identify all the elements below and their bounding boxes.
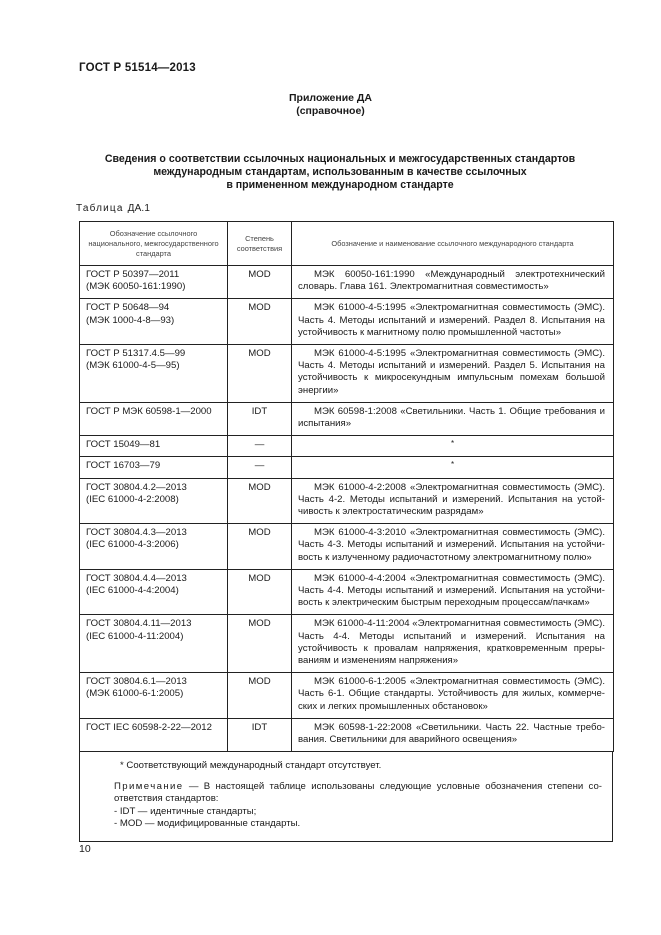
- note-body: — В настоящей таблице использованы следующие условные обозначения степени соответствия стандартов:: [114, 780, 602, 805]
- national-standard-cell: [80, 524, 228, 570]
- note-item-mod: - MOD — модифицированные стандарты.: [114, 818, 301, 830]
- degree-cell: IDT: [228, 402, 292, 435]
- table-row: [80, 402, 614, 435]
- degree-cell: —: [228, 457, 292, 478]
- international-standard-cell: МЭК 60598-1:2008 «Светильники. Часть 1. Общие требования и испытания»: [292, 402, 614, 435]
- page-number: 10: [79, 843, 91, 855]
- international-standard-cell: МЭК 60050-161:1990 «Международный электротехнический словарь. Глава 161. Электромагнитная совместимость»: [292, 266, 614, 299]
- national-standard-line: (IEC 61000-4-4:2004): [86, 585, 179, 597]
- degree-cell: IDT: [228, 718, 292, 751]
- international-standard-cell: МЭК 61000-4-5:1995 «Электромагнитная совместимость (ЭМС). Часть 4. Методы испытаний и измерений. Раздел 5. Испытания на устойчивость к микросекундным импульсным помехам большой энергии»: [292, 345, 614, 403]
- international-standard-cell: *: [292, 457, 614, 478]
- national-standard-line: ГОСТ 15049—81: [86, 439, 161, 451]
- table-row: [80, 673, 614, 719]
- national-standard-line: (IEC 61000-4-2:2008): [86, 493, 179, 505]
- national-standard-cell: [80, 615, 228, 673]
- national-standard-cell: [80, 457, 228, 478]
- national-standard-cell: [80, 436, 228, 457]
- national-standard-cell: [80, 673, 228, 719]
- table-body: [80, 266, 614, 752]
- table-caption: [76, 203, 150, 214]
- appendix-subtitle: (справочное): [296, 105, 365, 117]
- national-standard-line: (IEC 61000-4-3:2006): [86, 539, 179, 551]
- table-caption-number: ДА.1: [127, 203, 151, 214]
- table-row: [80, 457, 614, 478]
- national-standard-line: ГОСТ Р 50397—2011: [86, 269, 180, 280]
- degree-cell: MOD: [228, 478, 292, 524]
- degree-cell: MOD: [228, 266, 292, 299]
- degree-cell: MOD: [228, 524, 292, 570]
- national-standard-cell: [80, 569, 228, 615]
- note-label: Примечание: [114, 780, 184, 792]
- national-standard-line: ГОСТ IEC 60598-2-22—2012: [86, 721, 212, 733]
- table-row: [80, 478, 614, 524]
- section-title: [60, 153, 620, 192]
- national-standard-line: ГОСТ Р 50648—94: [86, 302, 170, 314]
- table-row: [80, 299, 614, 345]
- table-caption-word: Таблица: [76, 203, 124, 214]
- degree-cell: MOD: [228, 345, 292, 403]
- degree-cell: MOD: [228, 615, 292, 673]
- national-standard-line: ГОСТ 30804.4.4—2013: [86, 572, 187, 584]
- header-international-standard: Обозначение и наименование ссылочного международного стандарта: [292, 222, 614, 266]
- national-standard-line: ГОСТ 30804.4.11—2013: [86, 618, 192, 630]
- table-footnote: * Соответствующий международный стандарт отсутствует.: [120, 760, 382, 772]
- section-title-line: в примененном международном стандарте: [226, 179, 454, 191]
- national-standard-cell: [80, 266, 228, 299]
- international-standard-cell: МЭК 61000-4-2:2008 «Электромагнитная совместимость (ЭМС). Часть 4-2. Методы испытаний и измерений. Испытания на устойчивость к электростатическим разрядам»: [292, 478, 614, 524]
- table-row: [80, 345, 614, 403]
- document-code: ГОСТ Р 51514—2013: [79, 62, 196, 74]
- national-standard-line: ГОСТ 30804.4.3—2013: [86, 527, 187, 539]
- international-standard-cell: МЭК 60598-1-22:2008 «Светильники. Часть 22. Частные требования. Светильники для аварийного освещения»: [292, 718, 614, 751]
- table-note: [114, 781, 602, 806]
- table-row: [80, 569, 614, 615]
- national-standard-cell: [80, 345, 228, 403]
- appendix-heading: [0, 92, 661, 118]
- national-standard-line: (МЭК 60050-161:1990): [86, 281, 186, 293]
- correspondence-table-wrapper: [79, 221, 613, 842]
- degree-cell: MOD: [228, 673, 292, 719]
- correspondence-table: [79, 221, 614, 752]
- national-standard-line: ГОСТ Р МЭК 60598-1—2000: [86, 405, 212, 417]
- degree-cell: —: [228, 436, 292, 457]
- table-notes: [79, 752, 613, 842]
- table-row: [80, 524, 614, 570]
- degree-cell: MOD: [228, 569, 292, 615]
- national-standard-line: (IEC 61000-4-11:2004): [86, 630, 184, 642]
- table-row: [80, 718, 614, 751]
- national-standard-cell: [80, 402, 228, 435]
- appendix-title: Приложение ДА: [289, 92, 372, 104]
- section-title-line: международным стандартам, использованным в качестве ссылочных: [153, 166, 527, 178]
- national-standard-cell: [80, 299, 228, 345]
- national-standard-cell: [80, 478, 228, 524]
- international-standard-cell: МЭК 61000-4-3:2010 «Электромагнитная совместимость (ЭМС). Часть 4-3. Методы испытаний и измерений. Испытания на устойчивость к излученному радиочастотному электромагнитному полю»: [292, 524, 614, 570]
- degree-cell: MOD: [228, 299, 292, 345]
- international-standard-cell: МЭК 61000-6-1:2005 «Электромагнитная совместимость (ЭМС). Часть 6-1. Общие стандарты. Устойчивость для жилых, коммерческих и легких промышленных обстановок»: [292, 673, 614, 719]
- section-title-line: Сведения о соответствии ссылочных национальных и межгосударственных стандартов: [104, 153, 576, 165]
- international-standard-cell: МЭК 61000-4-11:2004 «Электромагнитная совместимость (ЭМС). Часть 4-4. Методы испытаний и измерений. Испытания на устойчивость к провалам напряжения, кратковременным прерываниям и изменениям напряжения»: [292, 615, 614, 673]
- international-standard-cell: МЭК 61000-4-5:1995 «Электромагнитная совместимость (ЭМС). Часть 4. Методы испытаний и измерений. Раздел 8. Испытания на устойчивость к магнитному полю промышленной частоты»: [292, 299, 614, 345]
- note-item-idt: - IDT — идентичные стандарты;: [114, 805, 257, 817]
- national-standard-line: (МЭК 1000-4-8—93): [86, 314, 175, 326]
- national-standard-line: ГОСТ 30804.4.2—2013: [86, 481, 187, 493]
- header-national-standard: Обозначение ссылочного национального, межгосударственного стандарта: [80, 222, 228, 266]
- national-standard-line: ГОСТ Р 51317.4.5—99: [86, 348, 186, 360]
- national-standard-line: (МЭК 61000-6-1:2005): [86, 688, 184, 700]
- national-standard-line: ГОСТ 16703—79: [86, 460, 161, 472]
- table-header-row: [80, 222, 614, 266]
- international-standard-cell: МЭК 61000-4-4:2004 «Электромагнитная совместимость (ЭМС). Часть 4-4. Методы испытаний и измерений. Испытания на устойчивость к электрическим быстрым переходным процессам/пачкам»: [292, 569, 614, 615]
- table-row: [80, 436, 614, 457]
- national-standard-line: (МЭК 61000-4-5—95): [86, 360, 180, 372]
- table-row: [80, 615, 614, 673]
- international-standard-cell: *: [292, 436, 614, 457]
- national-standard-cell: [80, 718, 228, 751]
- table-row: [80, 266, 614, 299]
- national-standard-line: ГОСТ 30804.6.1—2013: [86, 676, 187, 688]
- header-degree: Степень соответствия: [228, 222, 292, 266]
